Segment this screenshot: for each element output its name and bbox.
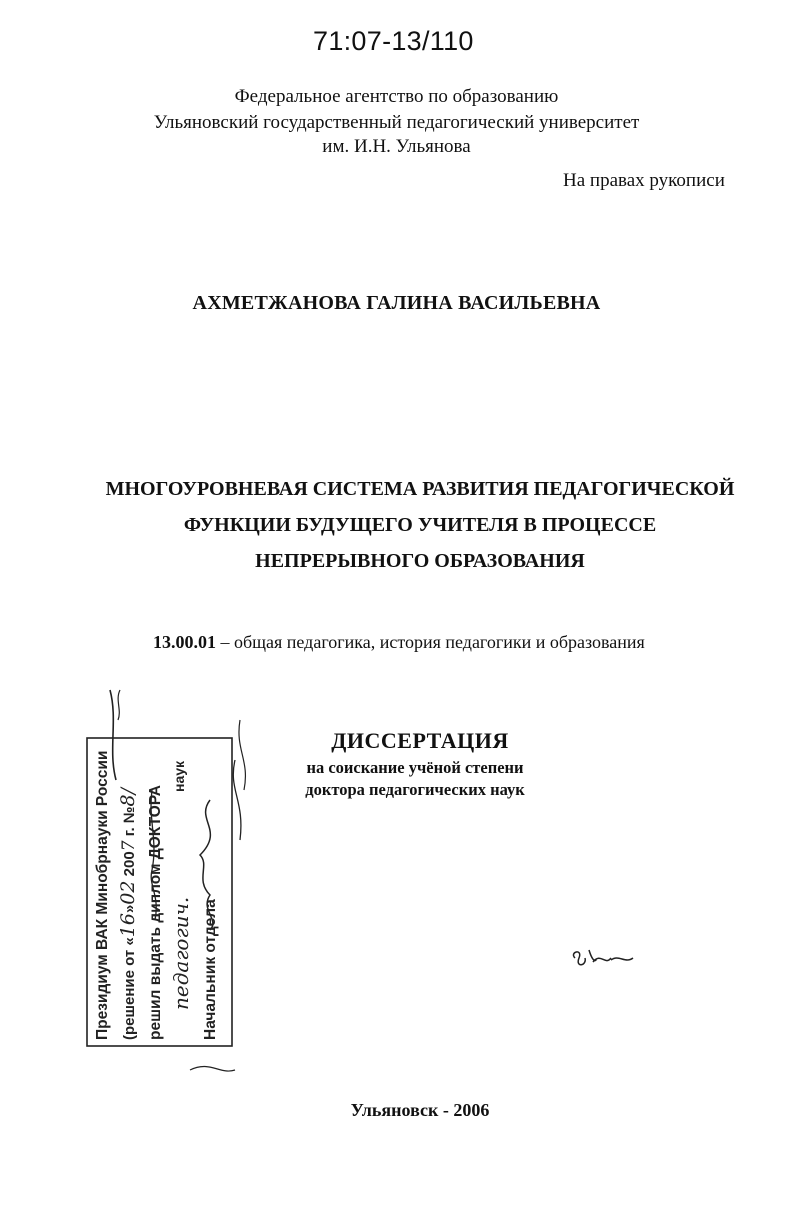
catalog-number: 71:07-13/110 bbox=[313, 26, 474, 56]
specialty-name: – общая педагогика, история педагогики и образования bbox=[216, 632, 645, 652]
handwriting-stroke bbox=[118, 690, 120, 720]
specialty bbox=[153, 632, 645, 653]
stamp-year-prefix: 200 bbox=[121, 851, 138, 881]
university-named-after: им. И.Н. Ульянова bbox=[322, 136, 471, 157]
degree-name: доктора педагогических наук bbox=[305, 780, 525, 799]
stamp-quote-close: » bbox=[121, 904, 138, 914]
stamp-line-1: Президиум ВАК Минобрнауки России bbox=[94, 750, 111, 1040]
initials-stroke bbox=[573, 950, 633, 965]
university-name: Ульяновский государственный педагогический университет bbox=[153, 112, 640, 133]
dissertation-title-line-1: МНОГОУРОВНЕВАЯ СИСТЕМА РАЗВИТИЯ ПЕДАГОГИЧЕСКОЙ bbox=[105, 478, 735, 500]
signature-stroke bbox=[233, 760, 241, 840]
author-name: АХМЕТЖАНОВА ГАЛИНА ВАСИЛЬЕВНА bbox=[192, 292, 601, 314]
stamp-line-3: решил выдать диплом ДОКТОРА bbox=[147, 784, 164, 1040]
degree-purpose: на соискание учёной степени bbox=[306, 758, 524, 777]
stamp-line-2 bbox=[117, 786, 139, 1040]
signature-initials bbox=[565, 940, 645, 980]
signature-stroke bbox=[239, 720, 245, 790]
stamp-decision-prefix: (решение от « bbox=[121, 937, 138, 1040]
vak-stamp bbox=[60, 680, 260, 1080]
dissertation-title-line-3: НЕПРЕРЫВНОГО ОБРАЗОВАНИЯ bbox=[255, 550, 585, 572]
city-year: Ульяновск - 2006 bbox=[350, 1100, 490, 1120]
stamp-number-label: г. № bbox=[121, 806, 138, 841]
dissertation-title-line-2: ФУНКЦИИ БУДУЩЕГО УЧИТЕЛЯ В ПРОЦЕССЕ bbox=[183, 514, 657, 536]
agency-name: Федеральное агентство по образованию bbox=[234, 86, 559, 107]
stamp-line-5: Начальник отдела bbox=[202, 899, 219, 1040]
stamp-handwritten-field: педагогич. bbox=[169, 896, 193, 1010]
stamp-month: 02 bbox=[117, 880, 139, 905]
handwriting-stroke bbox=[190, 1066, 235, 1071]
specialty-code: 13.00.01 bbox=[153, 632, 216, 652]
stamp-line-4-suffix: наук bbox=[171, 760, 187, 792]
stamp-number: 8/ bbox=[117, 787, 139, 807]
manuscript-rights-note: На правах рукописи bbox=[563, 170, 725, 191]
document-type: ДИССЕРТАЦИЯ bbox=[331, 728, 509, 753]
stamp-day: 16 bbox=[117, 913, 139, 938]
stamp-year-digit: 7 bbox=[119, 840, 139, 852]
